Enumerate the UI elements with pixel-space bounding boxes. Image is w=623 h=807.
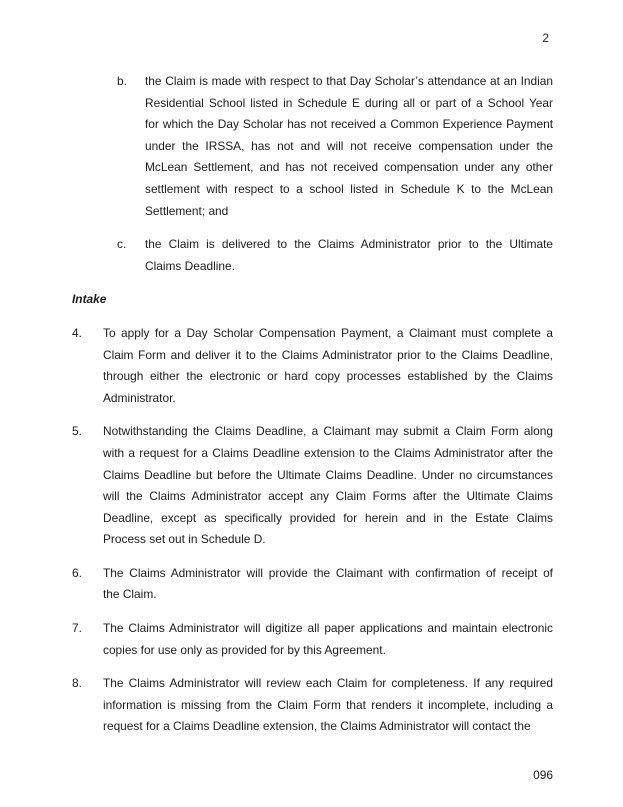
paragraph-line: McLean Settlement, and has not received compensation under any other (145, 160, 553, 175)
footer-page-stamp: 096 (533, 768, 553, 782)
numbered-item (72, 618, 553, 661)
paragraph-line: Administrator. (103, 390, 176, 405)
paragraph-line: the Claim is delivered to the Claims Administrator prior to the Ultimate (145, 237, 553, 252)
paragraph-line: Claims Deadline but before the Ultimate Claims Deadline. Under no circumstances (103, 467, 553, 482)
numbered-item-label: 8. (72, 676, 82, 691)
paragraph-line: The Claims Administrator will provide the Claimant with confirmation of receipt of (103, 565, 553, 580)
letter-item-text (145, 71, 553, 222)
paragraph-line: through either the electronic or hard copy processes established by the Claims (103, 369, 553, 384)
numbered-item-text (103, 563, 553, 606)
paragraph-line: The Claims Administrator will digitize all paper applications and maintain electronic (103, 621, 553, 636)
numbered-item-label: 7. (72, 621, 82, 636)
paragraph-line: To apply for a Day Scholar Compensation Payment, a Claimant must complete a (103, 325, 553, 340)
numbered-item-label: 4. (72, 325, 82, 340)
paragraph-line: under the IRSSA, has not and will not receive compensation under the (145, 138, 553, 153)
paragraph-line: settlement with respect to a school listed in Schedule K to the McLean (145, 181, 553, 196)
section-heading: Intake (72, 292, 107, 307)
numbered-item (72, 323, 553, 409)
paragraph-line: Claims Deadline. (145, 258, 235, 273)
numbered-item (72, 673, 553, 738)
paragraph-line: request for a Claims Deadline extension, the Claims Administrator will contact the (103, 719, 531, 734)
paragraph-line: Claim Form and deliver it to the Claims Administrator prior to the Claims Deadline, (103, 347, 553, 362)
numbered-item-text (103, 618, 553, 661)
numbered-item-text (103, 421, 553, 551)
letter-item-label: b. (117, 74, 127, 88)
paragraph-line: the Claim is made with respect to that Day Scholar’s attendance at an Indian (145, 74, 553, 88)
numbered-item-text (103, 673, 553, 738)
document-body (72, 71, 553, 738)
paragraph-line: the Claim. (103, 587, 157, 602)
page-number: 2 (542, 31, 549, 45)
paragraph-line: will the Claims Administrator accept any Claim Forms after the Ultimate Claims (103, 489, 553, 504)
paragraph-line: Deadline, except as specifically provided for herein and in the Estate Claims (103, 510, 553, 525)
paragraph-line: Settlement; and (145, 203, 229, 218)
paragraph-line: Process set out in Schedule D. (103, 532, 266, 547)
paragraph-line: copies for use only as provided for by this Agreement. (103, 642, 386, 657)
letter-item-label: c. (117, 237, 127, 252)
letter-item (117, 71, 553, 222)
paragraph-line: with a request for a Claims Deadline extension to the Claims Administrator after the (103, 445, 553, 460)
paragraph-line: Residential School listed in Schedule E during all or part of a School Year (145, 95, 553, 110)
numbered-item-text (103, 323, 553, 409)
paragraph-line: Notwithstanding the Claims Deadline, a Claimant may submit a Claim Form along (103, 424, 553, 439)
letter-item (117, 234, 553, 277)
paragraph-line: The Claims Administrator will review each Claim for completeness. If any required (103, 676, 553, 691)
letter-item-text (145, 234, 553, 277)
paragraph-line: information is missing from the Claim Form that renders it incomplete, including a (103, 697, 553, 712)
numbered-item (72, 421, 553, 551)
numbered-item-label: 6. (72, 565, 82, 580)
numbered-item-label: 5. (72, 424, 82, 439)
paragraph-line: for which the Day Scholar has not received a Common Experience Payment (145, 117, 553, 132)
numbered-item (72, 563, 553, 606)
